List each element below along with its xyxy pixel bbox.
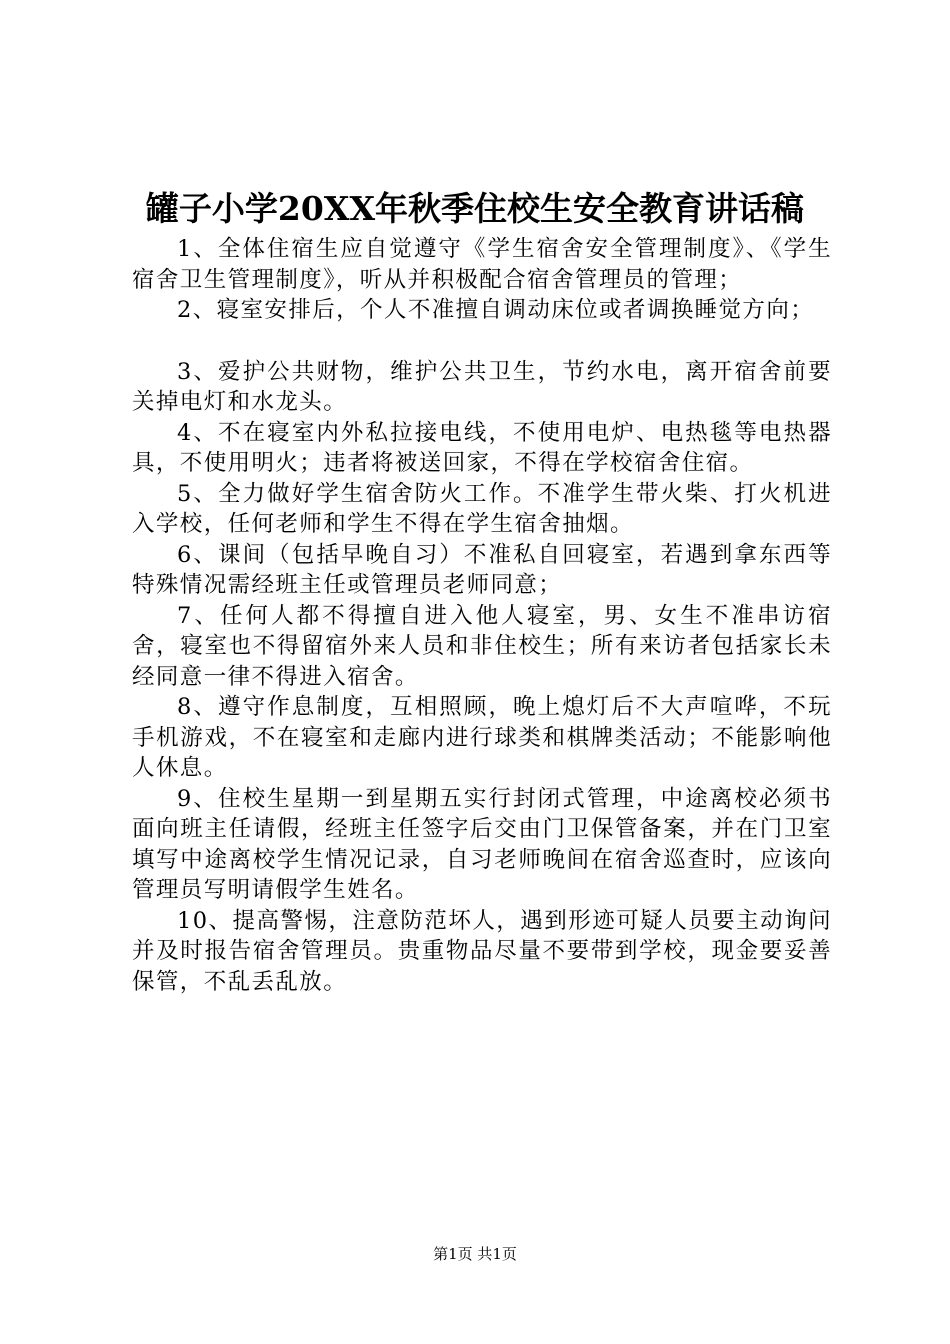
paragraph-1: 1、全体住宿生应自觉遵守《学生宿舍安全管理制度》、《学生宿舍卫生管理制度》，听从并积极配合宿舍管理员的管理； (132, 236, 832, 293)
document-body (132, 234, 832, 997)
paragraph-8: 8、遵守作息制度，互相照顾，晚上熄灯后不大声喧哗，不玩手机游戏，不在寝室和走廊内进行球类和棋牌类活动；不能影响他人休息。 (132, 694, 832, 781)
page-footer: 第1页 共1页 (433, 1245, 517, 1263)
paragraph-4: 4、不在寝室内外私拉接电线，不使用电炉、电热毯等电热器具，不使用明火；违者将被送回家，不得在学校宿舍住宿。 (132, 419, 832, 476)
document-title: 罐子小学20XX年秋季住校生安全教育讲话稿 (145, 189, 805, 228)
paragraph-9: 9、住校生星期一到星期五实行封闭式管理，中途离校必须书面向班主任请假，经班主任签字后交由门卫保管备案，并在门卫室填写中途离校学生情况记录，自习老师晚间在宿舍巡查时，应该向管理员写明请假学生姓名。 (132, 785, 832, 903)
paragraph-7: 7、任何人都不得擅自进入他人寝室，男、女生不准串访宿舍，寝室也不得留宿外来人员和非住校生；所有来访者包括家长未经同意一律不得进入宿舍。 (132, 602, 832, 690)
paragraph-3: 3、爱护公共财物，维护公共卫生，节约水电，离开宿舍前要关掉电灯和水龙头。 (132, 358, 832, 415)
paragraph-6: 6、课间（包括早晚自习）不准私自回寝室，若遇到拿东西等特殊情况需经班主任或管理员老师同意； (132, 541, 832, 598)
paragraph-2: 2、寝室安排后，个人不准擅自调动床位或者调换睡觉方向； (177, 297, 815, 323)
paragraph-5: 5、全力做好学生宿舍防火工作。不准学生带火柴、打火机进入学校，任何老师和学生不得在学生宿舍抽烟。 (132, 480, 832, 537)
paragraph-10: 10、提高警惕，注意防范坏人，遇到形迹可疑人员要主动询问并及时报告宿舍管理员。贵重物品尽量不要带到学校，现金要妥善保管，不乱丢乱放。 (132, 907, 832, 995)
